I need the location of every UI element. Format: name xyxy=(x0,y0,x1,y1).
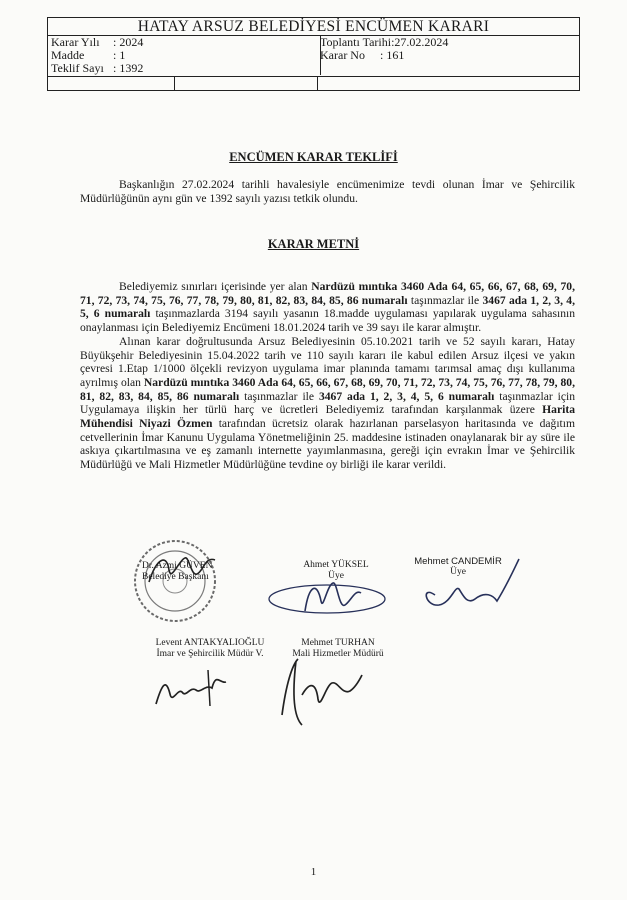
member-2-signature xyxy=(415,555,525,617)
karar-yili-label: Karar Yılı xyxy=(51,35,100,49)
karar-no-label: Karar No xyxy=(320,48,365,62)
teklif-sayi-value: : 1392 xyxy=(113,61,144,75)
header-left-cell xyxy=(48,36,321,75)
imar-director-name: Levent ANTAKYALIOĞLU xyxy=(155,638,265,648)
signature-block-mayor xyxy=(142,561,214,583)
karar-yili-value: : 2024 xyxy=(113,35,144,49)
member-1-name: Ahmet YÜKSEL xyxy=(303,560,369,570)
teklif-text: Başkanlığın 27.02.2024 tarihli havalesiyle encümenimize tevdi olunan İmar ve Şehircilik Müdürlüğünün aynı gün ve 1392 sayılı yazısı tetkik olundu. xyxy=(80,178,575,205)
meeting-date: Toplantı Tarihi:27.02.2024 xyxy=(320,35,449,49)
karar-metni-body xyxy=(80,280,575,472)
karar-no-value: : 161 xyxy=(380,48,405,62)
mali-director-title: Mali Hizmetler Müdürü xyxy=(292,649,384,659)
mali-director-name: Mehmet TURHAN xyxy=(301,638,375,648)
mayor-title: Belediye Başkanı xyxy=(142,572,209,582)
karar-paragraph-1: Belediyemiz sınırları içerisinde yer alan Nardüzü mıntıka 3460 Ada 64, 65, 66, 67, 68, 69, 70, 71, 72, 73, 74, 75, 76, 77, 78, 79, 80, 81, 82, 83, 84, 85, 86 numaralı taşınmazlar ile 3467 ada 1, 2, 3, 4, 5, 6 numaralı taşınmazlarda 3194 sayılı yasanın 18.madde uygulaması yapılarak uygulama sahasının onaylanması için Belediyemiz Encümeni 18.01.2024 tarih ve 39 sayı ile karar almıştır. xyxy=(80,280,576,335)
signature-block-imar xyxy=(140,638,280,660)
decision-header-table xyxy=(47,17,580,91)
header-divider xyxy=(317,77,318,91)
teklif-heading: ENCÜMEN KARAR TEKLİFİ xyxy=(229,150,398,164)
member-2-name: Mehmet CANDEMİR xyxy=(414,556,502,567)
imar-director-signature xyxy=(150,664,235,712)
member-2-title: Üye xyxy=(450,567,466,577)
teklif-sayi-label: Teklif Sayı xyxy=(51,61,104,75)
teklif-paragraph xyxy=(80,178,575,205)
page-number: 1 xyxy=(310,866,317,878)
document-title: HATAY ARSUZ BELEDİYESİ ENCÜMEN KARARI xyxy=(48,18,579,36)
mali-director-signature xyxy=(272,655,367,730)
madde-label: Madde xyxy=(51,48,85,62)
member-1-signature xyxy=(265,575,390,620)
mayor-name: Dr. Azmi GÜVEN xyxy=(142,561,213,571)
header-divider xyxy=(174,77,175,91)
header-right-cell xyxy=(320,36,448,62)
imar-director-title: İmar ve Şehircilik Müdür V. xyxy=(156,649,264,659)
karar-paragraph-2: Alınan karar doğrultusunda Arsuz Belediyesinin 05.10.2021 tarih ve 52 sayılı kararı, Hatay Büyükşehir Belediyesinin 15.04.2022 tarih ve 110 sayılı kararı ile kabul edilen Arsuz ilçesi ve yakın çevresi 1.Etap 1/1000 ölçekli revizyon uygulama imar planında tamamı tarımsal amaç dışı kullanıma ayrılmış olan Nardüzü mıntıka 3460 Ada 64, 65, 66, 67, 68, 69, 70, 71, 72, 73, 74, 75, 76, 77, 78, 79, 80, 81, 82, 83, 84, 85, 86 numaralı taşınmazlar ile 3467 ada 1, 2, 3, 4, 5, 6 numaralı taşınmazlar için Uygulamaya ilişkin her türlü harç ve ücretleri Belediyemiz tarafından karşılanmak üzere Harita Mühendisi Niyazi Özmen tarafından ücretsiz olarak hazırlanan parselasyon haritasında ve dağıtım cetvellerinin İmar Kanunu Uygulama Yönetmeliğinin 25. maddesine istinaden onaylanarak bir ay süre ile askıya çıkartılmasına ve eş zamanlı internette yayımlanmasına, gereği için evrakın İmar ve Şehircilik Müdürlüğü ve Mali Hizmetler Müdürlüğüne tevdine oy birliği ile karar verildi. xyxy=(80,334,576,472)
madde-value: : 1 xyxy=(113,48,126,62)
member-1-title: Üye xyxy=(328,571,344,581)
karar-metni-heading: KARAR METNİ xyxy=(267,237,360,251)
header-empty-row xyxy=(48,76,579,91)
